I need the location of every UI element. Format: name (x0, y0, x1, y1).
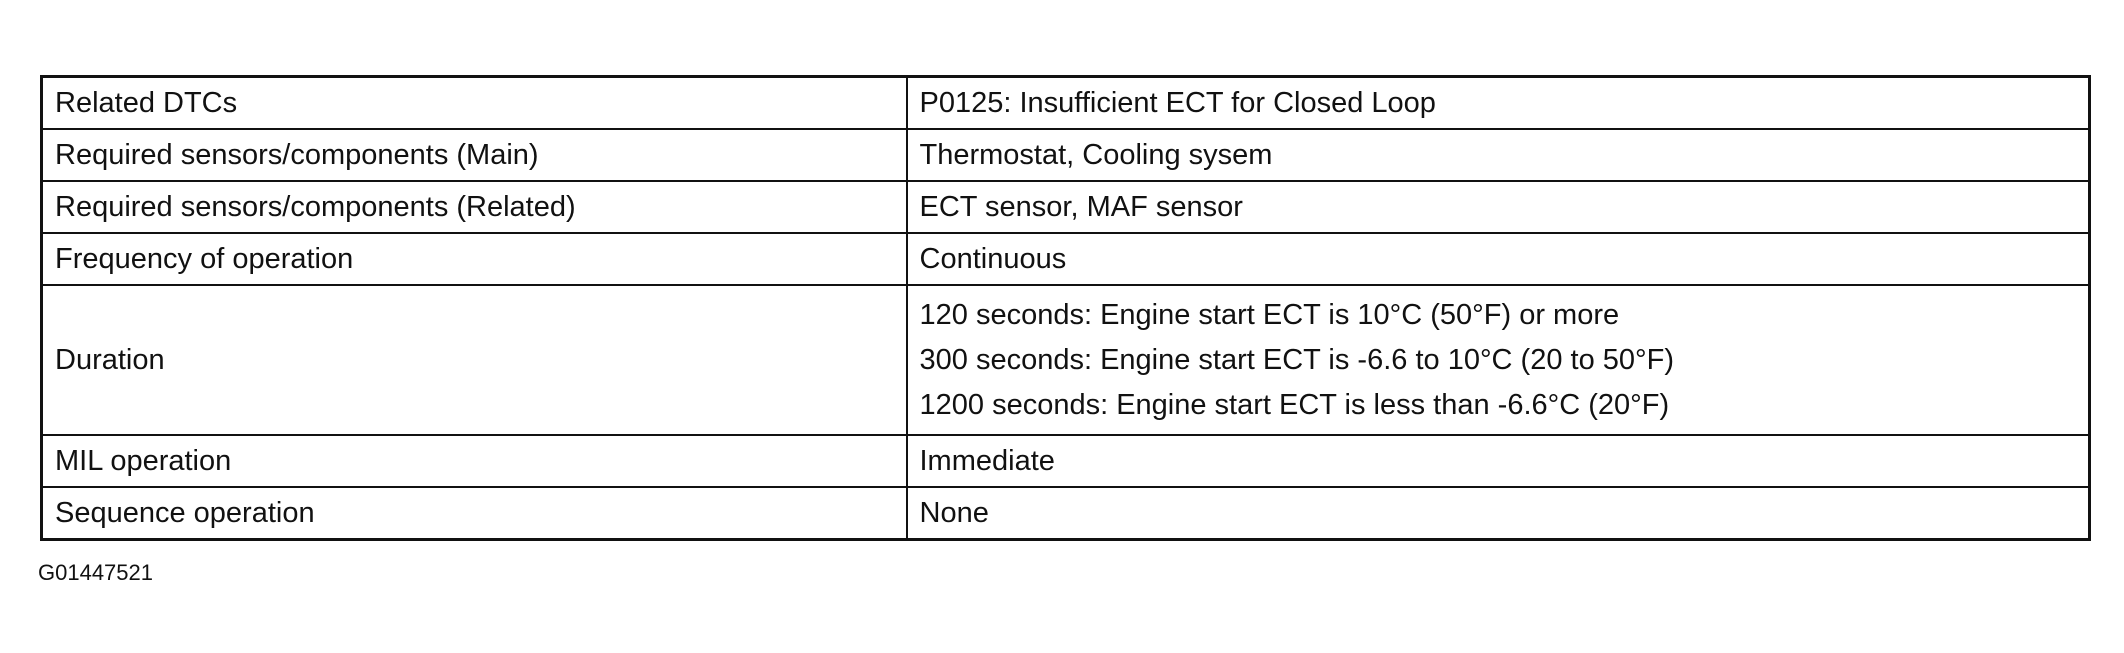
row-value-duration (907, 285, 2090, 435)
monitor-spec-table (40, 75, 2091, 541)
table-row (42, 487, 2090, 540)
duration-line: 300 seconds: Engine start ECT is -6.6 to 10°C (20 to 50°F) (919, 343, 1674, 376)
table-row (42, 181, 2090, 233)
row-value: Immediate (907, 435, 2090, 487)
table-row (42, 77, 2090, 130)
row-value: Thermostat, Cooling sysem (907, 129, 2090, 181)
table-row (42, 435, 2090, 487)
row-label: Required sensors/components (Related) (42, 181, 907, 233)
duration-line: 1200 seconds: Engine start ECT is less than -6.6°C (20°F) (919, 388, 1670, 421)
row-label: MIL operation (42, 435, 907, 487)
row-label: Frequency of operation (42, 233, 907, 285)
table-row (42, 285, 2090, 435)
row-label: Related DTCs (42, 77, 907, 130)
duration-line: 120 seconds: Engine start ECT is 10°C (50°F) or more (919, 298, 1620, 331)
row-label: Sequence operation (42, 487, 907, 540)
row-label: Required sensors/components (Main) (42, 129, 907, 181)
row-value: None (907, 487, 2090, 540)
row-value: P0125: Insufficient ECT for Closed Loop (907, 77, 2090, 130)
row-label: Duration (42, 285, 907, 435)
row-value: ECT sensor, MAF sensor (907, 181, 2090, 233)
row-value: Continuous (907, 233, 2090, 285)
figure-id: G01447521 (38, 560, 153, 585)
table-row (42, 233, 2090, 285)
table-row (42, 129, 2090, 181)
